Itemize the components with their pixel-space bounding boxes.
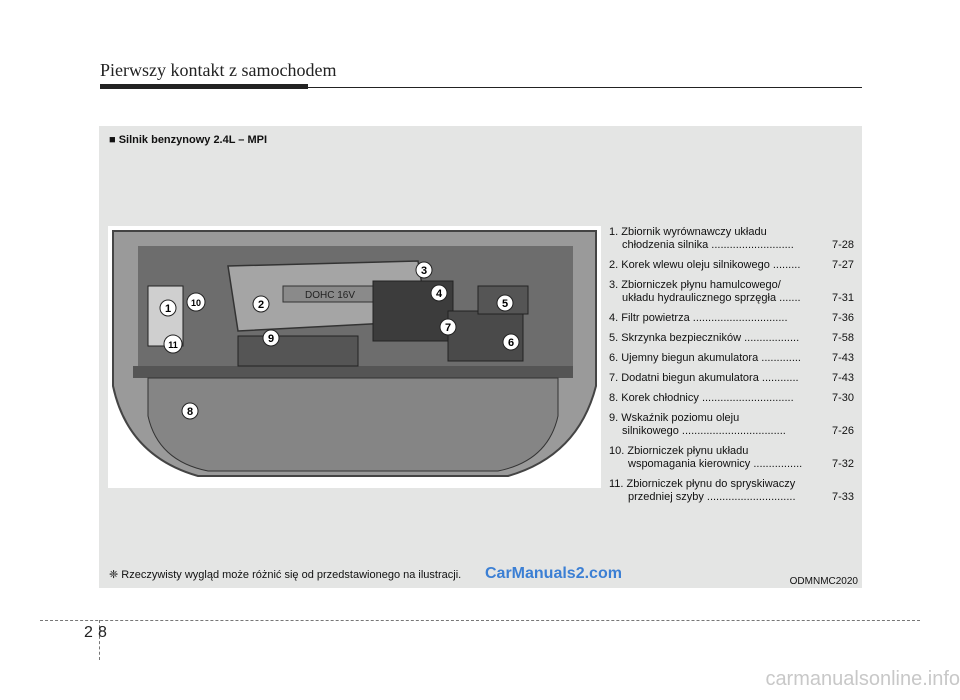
- disclaimer-note: ❈ Rzeczywisty wygląd może różnić się od przedstawionego na ilustracji.: [109, 569, 462, 581]
- svg-text:3: 3: [420, 265, 428, 277]
- legend-item: 3. Zbiorniczek płynu hamulcowego/ układu hydraulicznego sprzęgła ....... 7-31: [609, 279, 854, 304]
- svg-text:2: 2: [257, 299, 265, 311]
- engine-cover-label: DOHC 16V: [304, 290, 356, 301]
- legend-item: 10. Zbiorniczek płynu układu wspomagania kierownicy ................ 7-32: [609, 445, 854, 470]
- callout-9: [263, 330, 279, 346]
- svg-text:1: 1: [164, 303, 172, 315]
- page-number-value: 8: [98, 624, 107, 641]
- svg-text:8: 8: [186, 406, 194, 418]
- callout-6: [503, 334, 519, 350]
- chapter-number: 2: [84, 624, 93, 641]
- watermark: CarManuals2.com: [485, 565, 622, 582]
- callout-7: [440, 319, 456, 335]
- svg-text:7: 7: [444, 322, 452, 334]
- callout-4: [431, 285, 447, 301]
- callout-5: [497, 295, 513, 311]
- svg-text:6: 6: [507, 337, 515, 349]
- bottom-logo: carmanualsonline.info: [765, 668, 960, 690]
- legend-item: 1. Zbiornik wyrównawczy układu chłodzenia silnika ........................... 7-28: [609, 226, 854, 251]
- legend-item: 11. Zbiorniczek płynu do spryskiwaczy przedniej szyby ............................. 7-33: [609, 478, 854, 503]
- legend-item: 4. Filtr powietrza ............................... 7-36: [609, 312, 854, 324]
- legend-item: 9. Wskaźnik poziomu oleju silnikowego .................................. 7-26: [609, 412, 854, 437]
- illustration-code: ODMNMC2020: [789, 576, 858, 587]
- engine-illustration: [108, 226, 601, 488]
- callout-3: [416, 262, 432, 278]
- callout-10: [187, 293, 205, 311]
- svg-text:11: 11: [168, 340, 178, 350]
- svg-text:10: 10: [190, 298, 202, 308]
- callout-11: [164, 335, 182, 353]
- legend-item: 6. Ujemny biegun akumulatora ............. 7-43: [609, 352, 854, 364]
- svg-text:9: 9: [267, 333, 275, 345]
- header-rule: [100, 87, 862, 88]
- svg-text:5: 5: [501, 298, 509, 310]
- svg-text:4: 4: [435, 288, 443, 300]
- callout-1: [160, 300, 176, 316]
- legend-item: 5. Skrzynka bezpieczników .................. 7-58: [609, 332, 854, 344]
- page-header-title: Pierwszy kontakt z samochodem: [100, 60, 337, 80]
- page-number: [84, 624, 112, 642]
- legend-item: 7. Dodatni biegun akumulatora ............ 7-43: [609, 372, 854, 384]
- footer-dash-line: [40, 620, 920, 621]
- callout-8: [182, 403, 198, 419]
- callout-2: [253, 296, 269, 312]
- illustration-panel: [99, 126, 862, 588]
- panel-title: ■ Silnik benzynowy 2.4L – MPI: [109, 134, 268, 146]
- legend-item: 2. Korek wlewu oleju silnikowego ......... 7-27: [609, 259, 854, 271]
- legend-item: 8. Korek chłodnicy .............................. 7-30: [609, 392, 854, 404]
- legend-list: [609, 226, 854, 511]
